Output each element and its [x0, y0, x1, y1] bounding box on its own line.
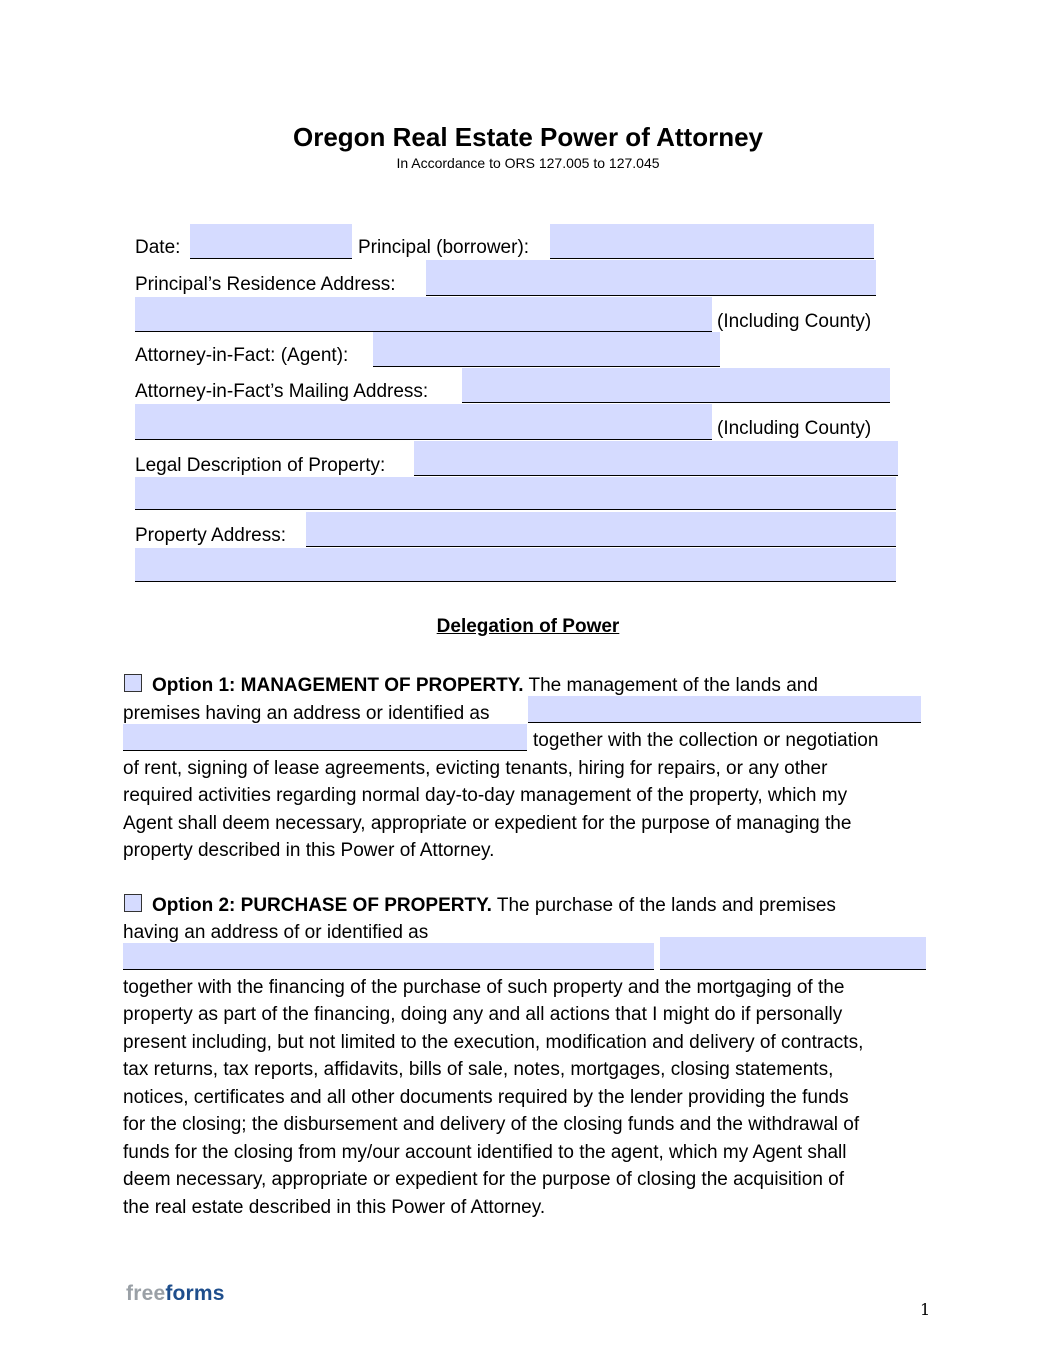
- principal-label: Principal (borrower):: [358, 237, 530, 258]
- document-title: Oregon Real Estate Power of Attorney: [292, 122, 764, 152]
- agent-label: Attorney-in-Fact: (Agent):: [135, 345, 349, 366]
- option2-line7: notices, certificates and all other documents required by the lender providing the funds: [123, 1087, 849, 1108]
- residence-address-label: Principal’s Residence Address:: [135, 274, 396, 295]
- delegation-heading: Delegation of Power: [436, 616, 620, 637]
- option2-line8: for the closing; the disbursement and delivery of the closing funds and the withdrawal of: [123, 1114, 860, 1135]
- option2-address-field-2[interactable]: [660, 937, 926, 970]
- option1-line2: premises having an address or identified as: [123, 703, 490, 724]
- option2-line9: funds for the closing from my/our account identified to the agent, which my Agent shall: [123, 1142, 847, 1163]
- option1-address-field-2[interactable]: [123, 724, 527, 751]
- principal-field[interactable]: [550, 224, 874, 259]
- option1-line4: of rent, signing of lease agreements, evicting tenants, hiring for repairs, or any other: [123, 758, 828, 779]
- legal-description-field-1[interactable]: [414, 441, 898, 476]
- option2-line11: the real estate described in this Power of Attorney.: [123, 1197, 546, 1218]
- option1-checkbox[interactable]: [124, 674, 142, 692]
- option1-line7: property described in this Power of Attorney.: [123, 840, 495, 861]
- option2-line10: deem necessary, appropriate or expedient for the purpose of closing the acquisition of: [123, 1169, 845, 1190]
- residence-address-field-1[interactable]: [426, 260, 876, 296]
- agent-mailing-address-field-2[interactable]: [135, 404, 712, 440]
- agent-field[interactable]: [373, 332, 720, 367]
- option2-line5: present including, but not limited to the execution, modification and delivery of contracts,: [123, 1032, 864, 1053]
- option1-address-field-1[interactable]: [528, 696, 921, 723]
- option1-line6: Agent shall deem necessary, appropriate or expedient for the purpose of managing the: [123, 813, 852, 834]
- date-field[interactable]: [190, 224, 352, 259]
- option2-line1: Option 2: PURCHASE OF PROPERTY. The purchase of the lands and premises: [152, 895, 836, 916]
- property-address-field-2[interactable]: [135, 548, 896, 582]
- agent-mailing-address-label: Attorney-in-Fact’s Mailing Address:: [135, 381, 429, 402]
- agent-mailing-address-field-1[interactable]: [462, 368, 890, 403]
- option2-address-field-1[interactable]: [123, 943, 654, 970]
- residence-address-field-2[interactable]: [135, 297, 712, 332]
- document-subtitle: In Accordance to ORS 127.005 to 127.045: [396, 155, 660, 171]
- freeforms-logo: freeforms: [126, 1282, 225, 1305]
- option2-line6: tax returns, tax reports, affidavits, bills of sale, notes, mortgages, closing statements,: [123, 1059, 834, 1080]
- property-address-field-1[interactable]: [306, 512, 896, 547]
- legal-description-label: Legal Description of Property:: [135, 455, 386, 476]
- option1-line1: Option 1: MANAGEMENT OF PROPERTY. The management of the lands and: [152, 675, 818, 696]
- option2-line3: together with the financing of the purchase of such property and the mortgaging of the: [123, 977, 845, 998]
- option1-lead: Option 1: MANAGEMENT OF PROPERTY.: [152, 675, 524, 696]
- page-number: 1: [920, 1300, 931, 1319]
- including-county-label-1: (Including County): [717, 311, 872, 332]
- property-address-label: Property Address:: [135, 525, 287, 546]
- option2-line2: having an address of or identified as: [123, 922, 429, 943]
- option1-line5: required activities regarding normal day-to-day management of the property, which my: [123, 785, 848, 806]
- option2-checkbox[interactable]: [124, 894, 142, 912]
- legal-description-field-2[interactable]: [135, 477, 896, 510]
- option2-line4: property as part of the financing, doing any and all actions that I might do if personally: [123, 1004, 843, 1025]
- option2-lead: Option 2: PURCHASE OF PROPERTY.: [152, 895, 492, 916]
- including-county-label-2: (Including County): [717, 418, 872, 439]
- date-label: Date:: [135, 237, 181, 258]
- option1-line3: together with the collection or negotiation: [533, 730, 879, 751]
